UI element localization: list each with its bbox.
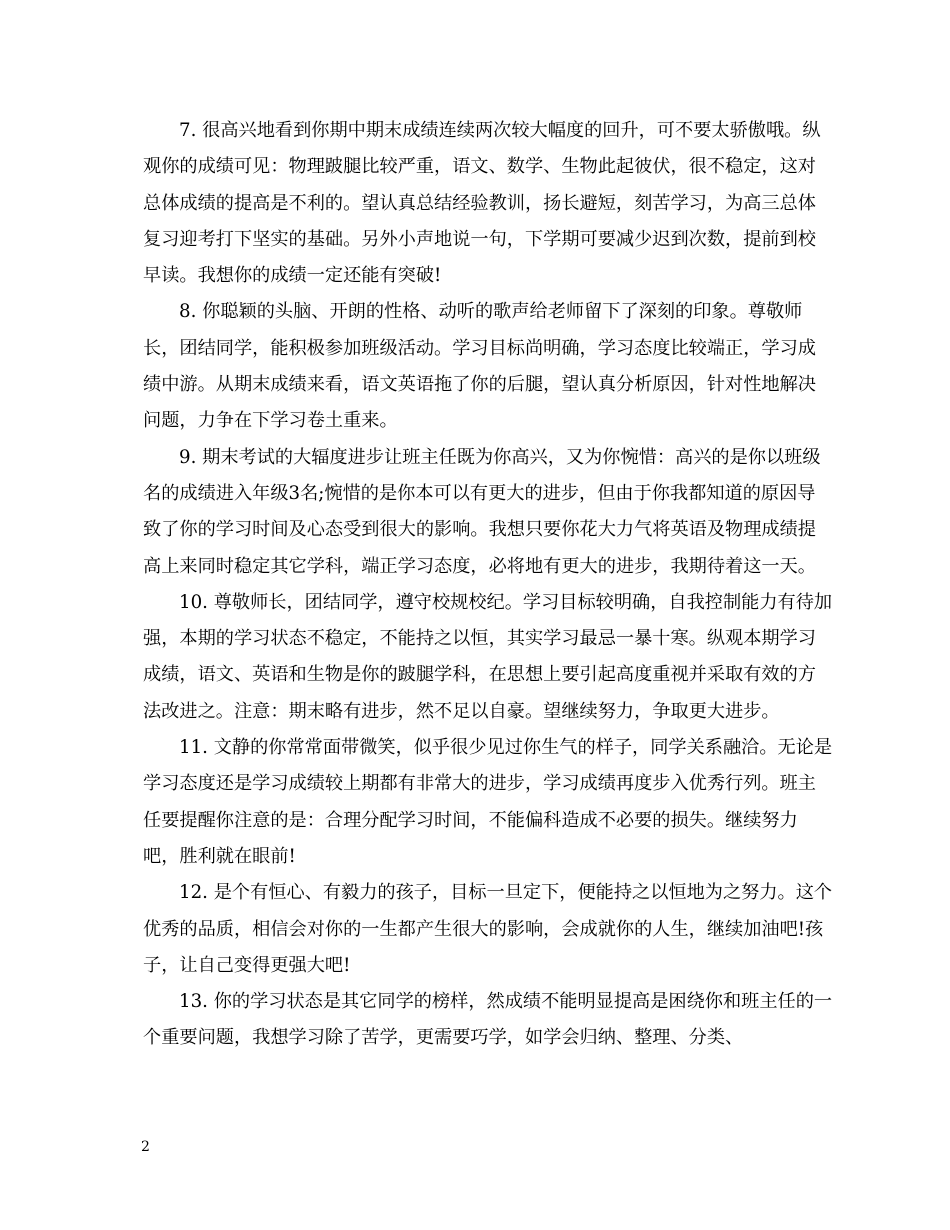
page-number: 2 (141, 1139, 150, 1155)
paragraph-8: 8. 你聪颖的头脑、开朗的性格、动听的歌声给老师留下了深刻的印象。尊敬师长，团结同学，能积极参加班级活动。学习目标尚明确，学习态度比较端正，学习成绩中游。从期末成绩来看，语文英语拖了你的后腿，望认真分析原因，针对性地解决问题，力争在下学习卷土重来。 (143, 301, 816, 432)
document-body (143, 113, 833, 1057)
paragraph-7: 7. 很高兴地看到你期中期末成绩连续两次较大幅度的回升，可不要太骄傲哦。纵观你的成绩可见：物理跛腿比较严重，语文、数学、生物此起彼伏，很不稳定，这对总体成绩的提高是不利的。望认真总结经验教训，扬长避短，刻苦学习，为高三总体复习迎考打下坚实的基础。另外小声地说一句，下学期可要减少迟到次数，提前到校早读。我想你的成绩一定还能有突破! (143, 120, 821, 287)
paragraph-11: 11. 文静的你常常面带微笑，似乎很少见过你生气的样子，同学关系融洽。无论是学习态度还是学习成绩较上期都有非常大的进步，学习成绩再度步入优秀行列。班主任要提醒你注意的是：合理分配学习时间，不能偏科造成不必要的损失。继续努力吧，胜利就在眼前! (143, 737, 833, 867)
paragraph-12: 12. 是个有恒心、有毅力的孩子，目标一旦定下，便能持之以恒地为之努力。这个优秀的品质，相信会对你的一生都产生很大的影响，会成就你的人生，继续加油吧!孩子，让自己变得更强大吧! (143, 882, 833, 976)
paragraph-10: 10. 尊敬师长，团结同学，遵守校规校纪。学习目标较明确，自我控制能力有待加强，本期的学习状态不稳定，不能持之以恒，其实学习最忌一暴十寒。纵观本期学习成绩，语文、英语和生物是你的跛腿学科，在思想上要引起高度重视并采取有效的方法改进之。注意：期末略有进步，然不足以自豪。望继续努力，争取更大进步。 (143, 591, 833, 722)
paragraph-9: 9. 期末考试的大辐度进步让班主任既为你高兴，又为你惋惜：高兴的是你以班级名的成绩进入年级3名;惋惜的是你本可以有更大的进步，但由于你我都知道的原因导致了你的学习时间及心态受到很大的影响。我想只要你花大力气将英语及物理成绩提高上来同时稳定其它学科，端正学习态度，必将地有更大的进步，我期待着这一天。 (143, 446, 821, 577)
paragraph-13: 13. 你的学习状态是其它同学的榜样，然成绩不能明显提高是困绕你和班主任的一个重要问题，我想学习除了苦学，更需要巧学，如学会归纳、整理、分类、 (143, 991, 833, 1049)
